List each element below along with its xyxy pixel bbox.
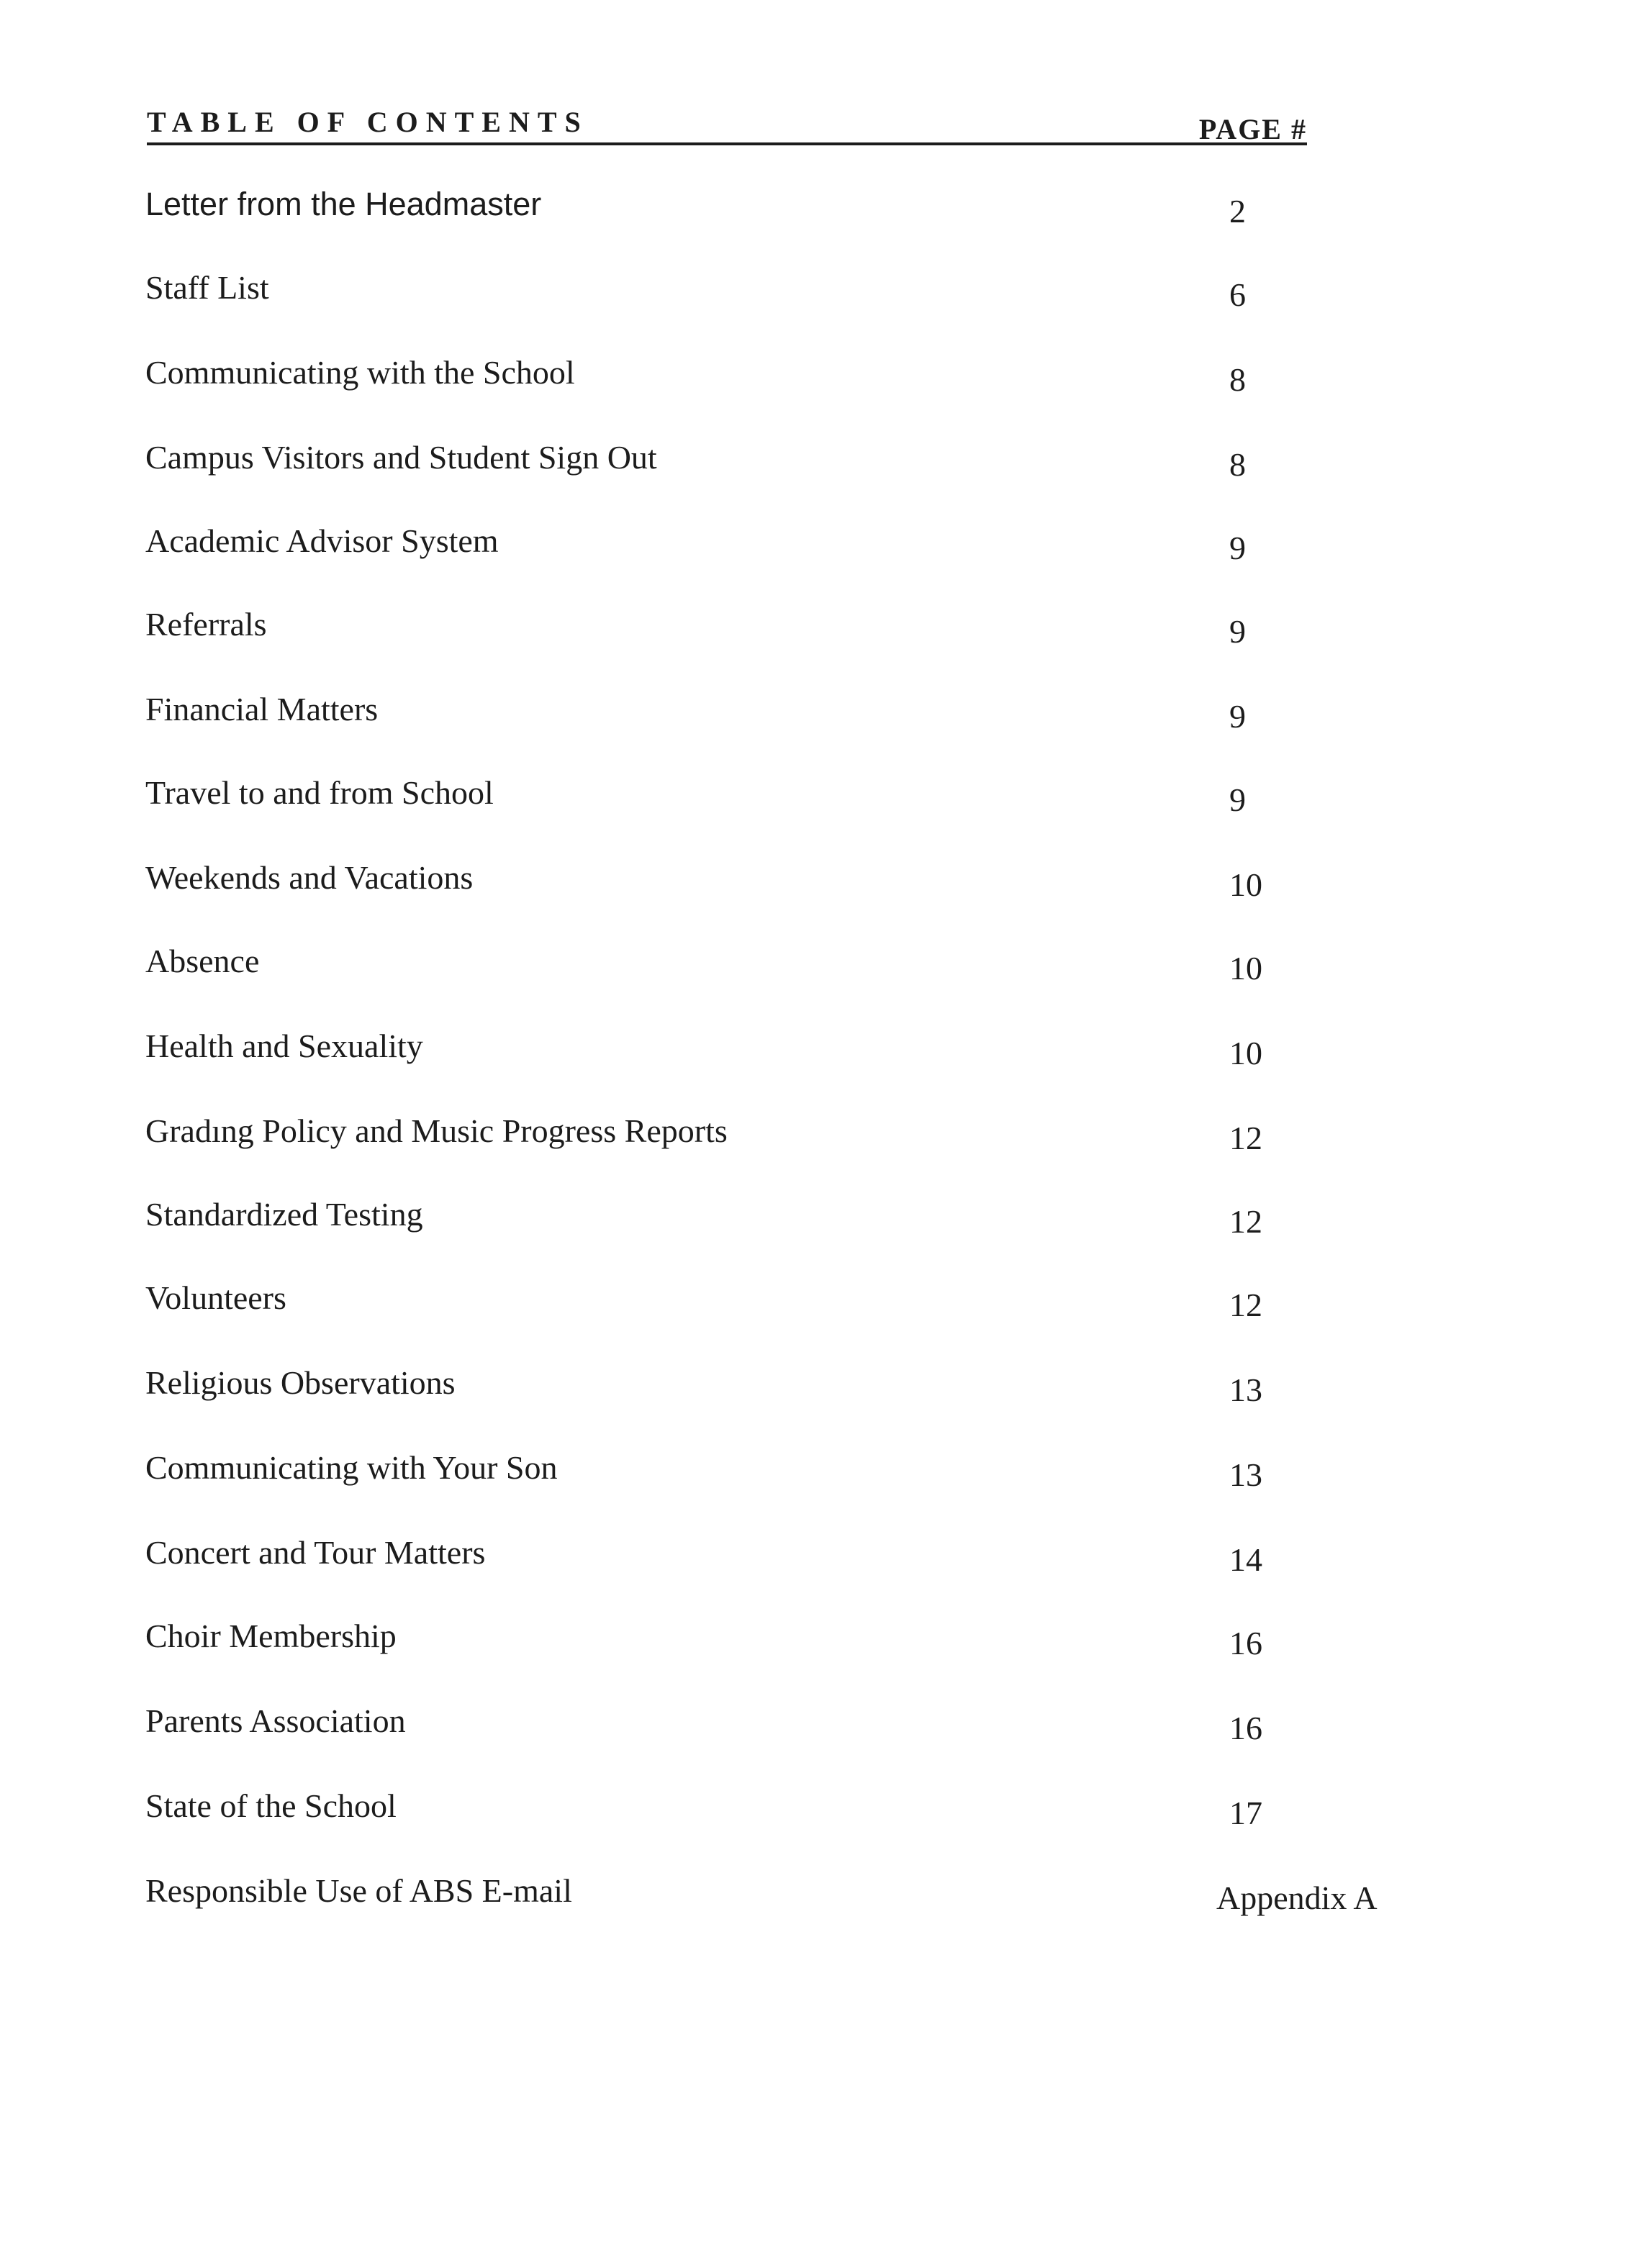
toc-entry: [0, 266, 1628, 324]
toc-entry-title: Choir Membership: [145, 1618, 397, 1654]
toc-entry-title: Staff List: [145, 269, 269, 306]
toc-entry-title: Communicating with the School: [145, 354, 575, 391]
page-number-column-header: PAGE #: [1198, 113, 1307, 145]
toc-entry-page: 8: [1229, 446, 1246, 483]
toc-entry: [0, 1531, 1628, 1589]
toc-entry-page: 10: [1229, 1035, 1262, 1071]
toc-entry-page: 9: [1229, 530, 1246, 566]
toc-entry: [0, 1869, 1628, 1927]
toc-entry: [0, 351, 1628, 409]
toc-entry: [0, 520, 1628, 577]
toc-entry: [0, 1110, 1628, 1167]
toc-entry-page: 8: [1229, 361, 1246, 398]
toc-entry: [0, 1276, 1628, 1334]
toc-entry-title: Concert and Tour Matters: [145, 1534, 486, 1571]
toc-entry-page: 6: [1229, 276, 1246, 313]
toc-entry: [0, 603, 1628, 661]
toc-entry-title: Communicating with Your Son: [145, 1449, 558, 1486]
toc-entry: [0, 1446, 1628, 1504]
toc-entry-page: 12: [1229, 1203, 1262, 1240]
toc-entry-title: Referrals: [145, 606, 267, 643]
toc-entry-page: 16: [1229, 1710, 1262, 1746]
toc-entry: [0, 1615, 1628, 1672]
toc-entry-page: 9: [1229, 698, 1246, 735]
toc-entry: [0, 183, 1628, 240]
toc-entry-title: Financial Matters: [145, 691, 379, 727]
toc-entry-title: Travel to and from School: [145, 774, 494, 811]
toc-entry-page: 13: [1229, 1371, 1262, 1408]
toc-entry: [0, 1784, 1628, 1842]
toc-entry: [0, 1025, 1628, 1082]
toc-entry: [0, 771, 1628, 829]
toc-entry-title: Absence: [145, 943, 260, 979]
toc-entry-title: Responsible Use of ABS E-mail: [145, 1872, 572, 1909]
toc-entry-page: 17: [1229, 1795, 1262, 1831]
toc-entry-page: 2: [1229, 193, 1246, 230]
toc-entry-title: Weekends and Vacations: [145, 859, 474, 896]
toc-entry-title: Academic Advisor System: [145, 522, 499, 559]
toc-entry-page: 13: [1229, 1456, 1262, 1493]
toc-entry: [0, 1193, 1628, 1251]
toc-entry: [0, 1361, 1628, 1419]
toc-entry: [0, 436, 1628, 494]
toc-entry: [0, 688, 1628, 745]
toc-entry-title: Letter from the Headmaster: [145, 186, 542, 222]
toc-entry-title: Religious Observations: [145, 1364, 456, 1401]
toc-entry-page: 9: [1229, 613, 1246, 650]
toc-entry-title: Gradıng Policy and Music Progress Reports: [145, 1112, 728, 1149]
toc-entry-page: 14: [1229, 1541, 1262, 1578]
toc-entry-title: Health and Sexuality: [145, 1028, 423, 1064]
toc-entry-page: 12: [1229, 1287, 1262, 1323]
toc-title: TABLE OF CONTENTS: [147, 106, 589, 138]
toc-entry-page: 10: [1229, 866, 1262, 903]
toc-entry: [0, 940, 1628, 997]
toc-entry-title: Standardized Testing: [145, 1196, 423, 1233]
toc-entry-page: Appendix A: [1216, 1879, 1378, 1916]
toc-entry-title: Volunteers: [145, 1279, 286, 1316]
toc-entry: [0, 856, 1628, 914]
toc-entry-page: 12: [1229, 1120, 1262, 1156]
toc-entry: [0, 1700, 1628, 1757]
toc-entry-title: Campus Visitors and Student Sign Out: [145, 439, 657, 476]
toc-entry-page: 16: [1229, 1625, 1262, 1661]
toc-entry-title: State of the School: [145, 1787, 397, 1824]
toc-entry-page: 9: [1229, 781, 1246, 818]
toc-entry-title: Parents Association: [145, 1702, 406, 1739]
toc-entry-page: 10: [1229, 950, 1262, 986]
